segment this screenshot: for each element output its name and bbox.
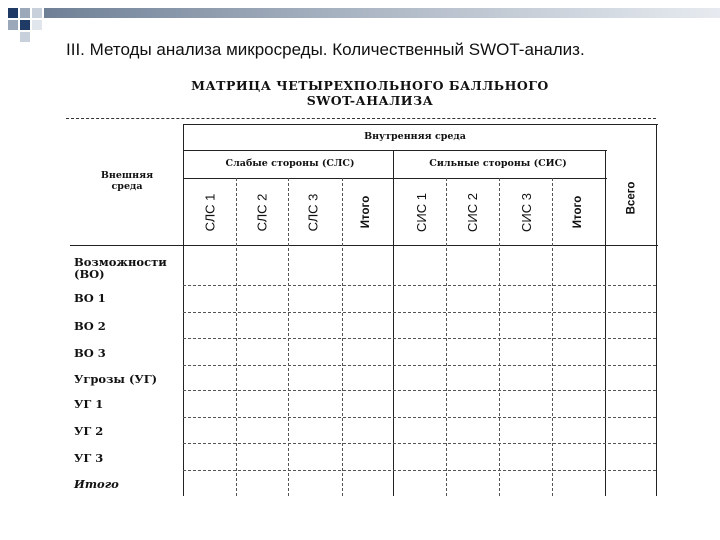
internal-environment-label: Внутренняя среда (364, 131, 466, 142)
column-label-text: СИС 1 (413, 192, 429, 232)
grid-line (499, 178, 500, 496)
column-label (458, 184, 486, 240)
row-label: УГ 3 (74, 451, 104, 465)
grid-line (183, 150, 607, 151)
column-label-text: Итого (360, 195, 372, 229)
grid-line (446, 178, 447, 496)
column-label (617, 164, 645, 232)
grid-line (656, 124, 657, 496)
document-title-line2: SWOT-АНАЛИЗА (306, 93, 434, 108)
external-environment-line1: Внешняя (100, 170, 154, 181)
column-label-text: СИС 2 (464, 192, 480, 232)
column-label-text: СЛС 1 (202, 193, 218, 231)
grid-line (183, 124, 184, 496)
external-environment-label (82, 170, 172, 192)
row-label: Возможности (74, 255, 167, 269)
column-label-text: Всего (625, 181, 638, 215)
slide-title: III. Методы анализа микросреды. Количественный SWOT-анализ. (66, 40, 585, 59)
grid-line (183, 312, 656, 313)
deco-square (20, 32, 30, 42)
grid-line (183, 124, 658, 125)
deco-square (8, 20, 18, 30)
document-title-line1: МАТРИЦА ЧЕТЫРЕХПОЛЬНОГО БАЛЛЬНОГО (191, 78, 549, 93)
grid-line (183, 338, 656, 339)
weak-sides-label: Слабые стороны (СЛС) (225, 158, 355, 169)
grid-line (236, 178, 237, 496)
strong-sides-label: Сильные стороны (СИС) (429, 158, 567, 169)
row-label: Угрозы (УГ) (74, 372, 158, 386)
grid-line (342, 178, 343, 496)
deco-square (20, 20, 30, 30)
grid-line (393, 150, 394, 496)
deco-square (20, 8, 30, 18)
column-label (196, 184, 224, 240)
column-label-text: СЛС 2 (254, 193, 270, 231)
deco-square (32, 20, 42, 30)
column-label (512, 184, 540, 240)
row-label: УГ 2 (74, 424, 104, 438)
grid-line (552, 178, 553, 496)
grid-line (605, 150, 606, 496)
grid-line (288, 178, 289, 496)
row-label: ВО 2 (74, 319, 106, 333)
row-label: УГ 1 (74, 397, 104, 411)
grid-line (183, 285, 656, 286)
deco-gradient-bar (44, 8, 720, 18)
row-label: ВО 3 (74, 346, 106, 360)
grid-line (183, 390, 656, 391)
column-label (352, 184, 380, 240)
grid-line (183, 417, 656, 418)
grid-line (183, 470, 656, 471)
grid-line (183, 365, 656, 366)
row-label: Итого (74, 477, 119, 491)
grid-line (183, 443, 656, 444)
column-label (248, 184, 276, 240)
column-label-text: Итого (572, 195, 584, 229)
column-label-text: СИС 3 (518, 192, 534, 232)
column-label (564, 184, 592, 240)
row-label: ВО 1 (74, 291, 106, 305)
external-environment-line2: среда (111, 181, 143, 192)
column-label (407, 184, 435, 240)
dotted-separator (66, 118, 656, 119)
deco-square (8, 8, 18, 18)
column-label (299, 184, 327, 240)
grid-line (70, 245, 658, 246)
grid-line (183, 178, 607, 179)
deco-square (32, 8, 42, 18)
row-label: (ВО) (74, 267, 105, 281)
document-title (120, 78, 620, 108)
column-label-text: СЛС 3 (305, 193, 321, 231)
